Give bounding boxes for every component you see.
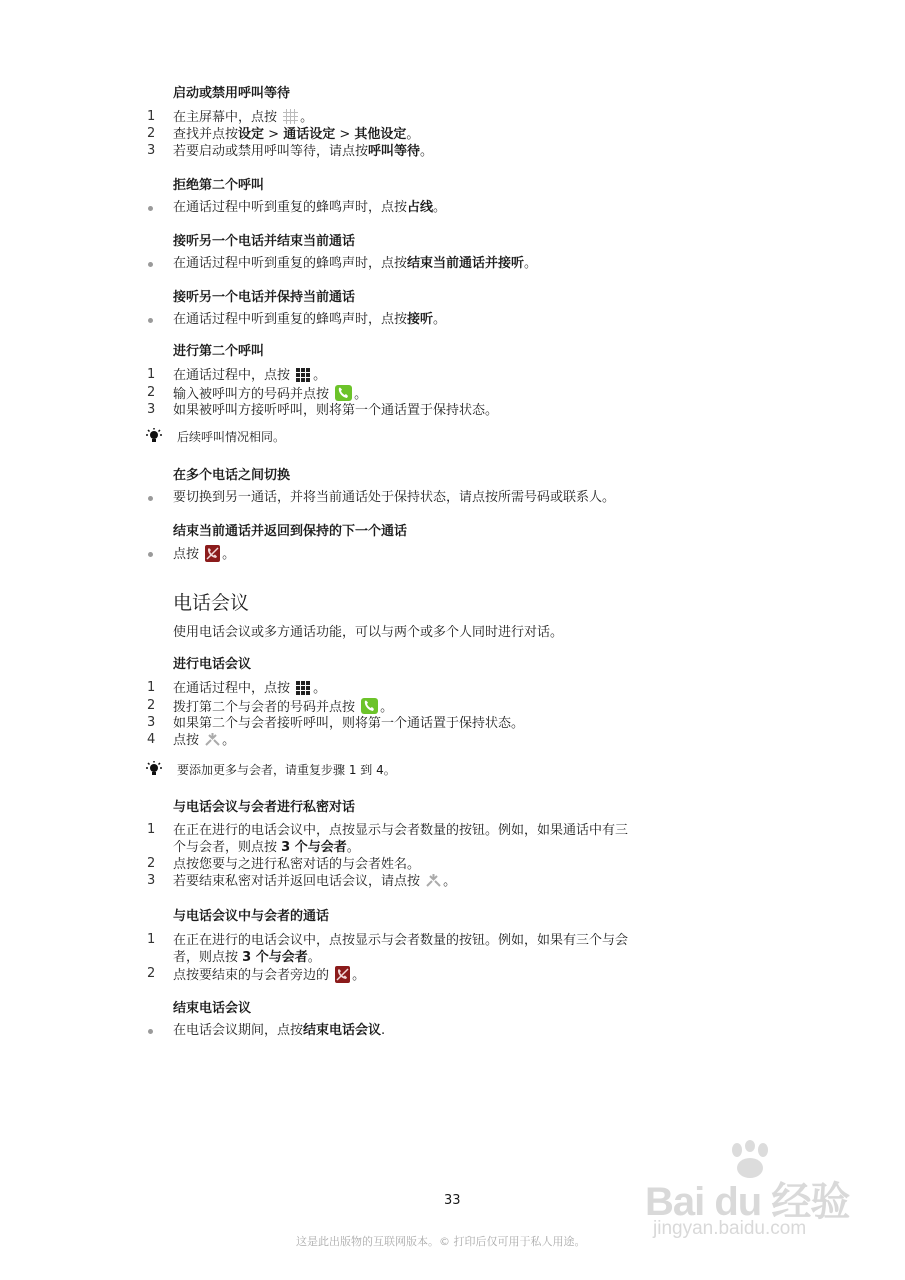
- merge-calls-icon[interactable]: [205, 732, 220, 747]
- step-text: 点按要结束的与会者旁边的 。: [173, 968, 366, 983]
- heading-answer-end: 接听另一个电话并结束当前通话: [173, 234, 356, 249]
- step-number: 2: [147, 126, 156, 141]
- bullet-text: 在通话过程中听到重复的蜂鸣声时，点按结束当前通话并接听。: [173, 256, 538, 271]
- step-text: 输入被呼叫方的号码并点按 。: [173, 387, 368, 402]
- step-text-cont: 个与会者，则点按 3 个与会者。: [173, 840, 360, 855]
- heading-second-call: 进行第二个呼叫: [173, 344, 265, 359]
- heading-private-conversation: 与电话会议与会者进行私密对话: [173, 800, 356, 815]
- bullet-text: 在通话过程中听到重复的蜂鸣声时，点按占线。: [173, 200, 447, 215]
- bullet: [148, 496, 153, 501]
- heading-make-conference: 进行电话会议: [173, 657, 252, 672]
- step-number: 2: [147, 385, 156, 400]
- step-number: 1: [147, 932, 156, 947]
- heading-answer-hold: 接听另一个电话并保持当前通话: [173, 290, 356, 305]
- heading-switch: 在多个电话之间切换: [173, 468, 291, 483]
- bullet: [148, 262, 153, 267]
- step-text: 点按您要与之进行私密对话的与会者姓名。: [173, 857, 421, 872]
- step-text: 在正在进行的电话会议中，点按显示与会者数量的按钮。例如，如果有三个与会: [173, 933, 629, 948]
- step-text: 点按 。: [173, 733, 236, 748]
- section-title-conference: 电话会议: [173, 592, 250, 614]
- step-number: 2: [147, 698, 156, 713]
- step-text-cont: 者，则点按 3 个与会者。: [173, 950, 321, 965]
- heading-end-participant: 与电话会议中与会者的通话: [173, 909, 330, 924]
- bullet: [148, 206, 153, 211]
- step-number: 1: [147, 367, 156, 382]
- heading-end-conference: 结束电话会议: [173, 1001, 252, 1016]
- step-text: 在正在进行的电话会议中，点按显示与会者数量的按钮。例如，如果通话中有三: [173, 823, 629, 838]
- bullet: [148, 318, 153, 323]
- watermark-url: jingyan.baidu.com: [653, 1218, 807, 1239]
- step-number: 1: [147, 109, 156, 124]
- bullet: [148, 552, 153, 557]
- step-text: 在主屏幕中，点按 。: [173, 110, 314, 125]
- end-call-icon[interactable]: [205, 545, 220, 562]
- bullet-text: 点按 。: [173, 547, 236, 562]
- step-text: 若要结束私密对话并返回电话会议，请点按 。: [173, 874, 457, 889]
- heading-end-return: 结束当前通话并返回到保持的下一个通话: [173, 524, 408, 539]
- bullet-text: 要切换到另一通话，并将当前通话处于保持状态，请点按所需号码或联系人。: [173, 490, 616, 505]
- end-call-icon[interactable]: [335, 966, 350, 983]
- heading-call-waiting: 启动或禁用呼叫等待: [173, 86, 291, 101]
- step-number: 3: [147, 143, 156, 158]
- bullet-text: 在电话会议期间，点按结束电话会议.: [173, 1023, 386, 1038]
- step-number: 2: [147, 856, 156, 871]
- step-text: 拨打第二个与会者的号码并点按 。: [173, 700, 394, 715]
- lightbulb-tip-icon: [145, 761, 163, 777]
- step-number: 2: [147, 966, 156, 981]
- tip-text: 后续呼叫情况相同。: [177, 430, 286, 444]
- dialpad-icon[interactable]: [296, 367, 311, 382]
- step-number: 3: [147, 402, 156, 417]
- step-text: 在通话过程中，点按 。: [173, 368, 327, 383]
- step-number: 4: [147, 732, 156, 747]
- tip-text: 要添加更多与会者，请重复步骤 1 到 4。: [177, 763, 396, 777]
- page-number: 33: [444, 1193, 461, 1208]
- step-number: 3: [147, 715, 156, 730]
- call-icon[interactable]: [361, 698, 378, 714]
- step-text: 查找并点按设定 > 通话设定 > 其他设定。: [173, 127, 420, 142]
- step-text: 如果被呼叫方接听呼叫，则将第一个通话置于保持状态。: [173, 403, 499, 418]
- dialpad-icon[interactable]: [296, 680, 311, 695]
- step-text: 如果第二个与会者接听呼叫，则将第一个通话置于保持状态。: [173, 716, 525, 731]
- bullet: [148, 1029, 153, 1034]
- footer-notice: 这是此出版物的互联网版本。© 打印后仅可用于私人用途。: [296, 1235, 586, 1248]
- heading-reject-second: 拒绝第二个呼叫: [173, 178, 265, 193]
- merge-calls-icon[interactable]: [426, 873, 441, 888]
- call-icon[interactable]: [335, 385, 352, 401]
- lightbulb-tip-icon: [145, 428, 163, 444]
- baidu-watermark: [640, 1140, 860, 1250]
- bullet-text: 在通话过程中听到重复的蜂鸣声时，点按接听。: [173, 312, 447, 327]
- apps-grid-icon[interactable]: [283, 109, 298, 124]
- step-number: 3: [147, 873, 156, 888]
- step-number: 1: [147, 680, 156, 695]
- step-text: 若要启动或禁用呼叫等待，请点按呼叫等待。: [173, 144, 434, 159]
- watermark-brand: Bai du 经验: [645, 1180, 850, 1224]
- step-text: 在通话过程中，点按 。: [173, 681, 327, 696]
- conference-intro: 使用电话会议或多方通话功能，可以与两个或多个人同时进行对话。: [173, 625, 564, 640]
- step-number: 1: [147, 822, 156, 837]
